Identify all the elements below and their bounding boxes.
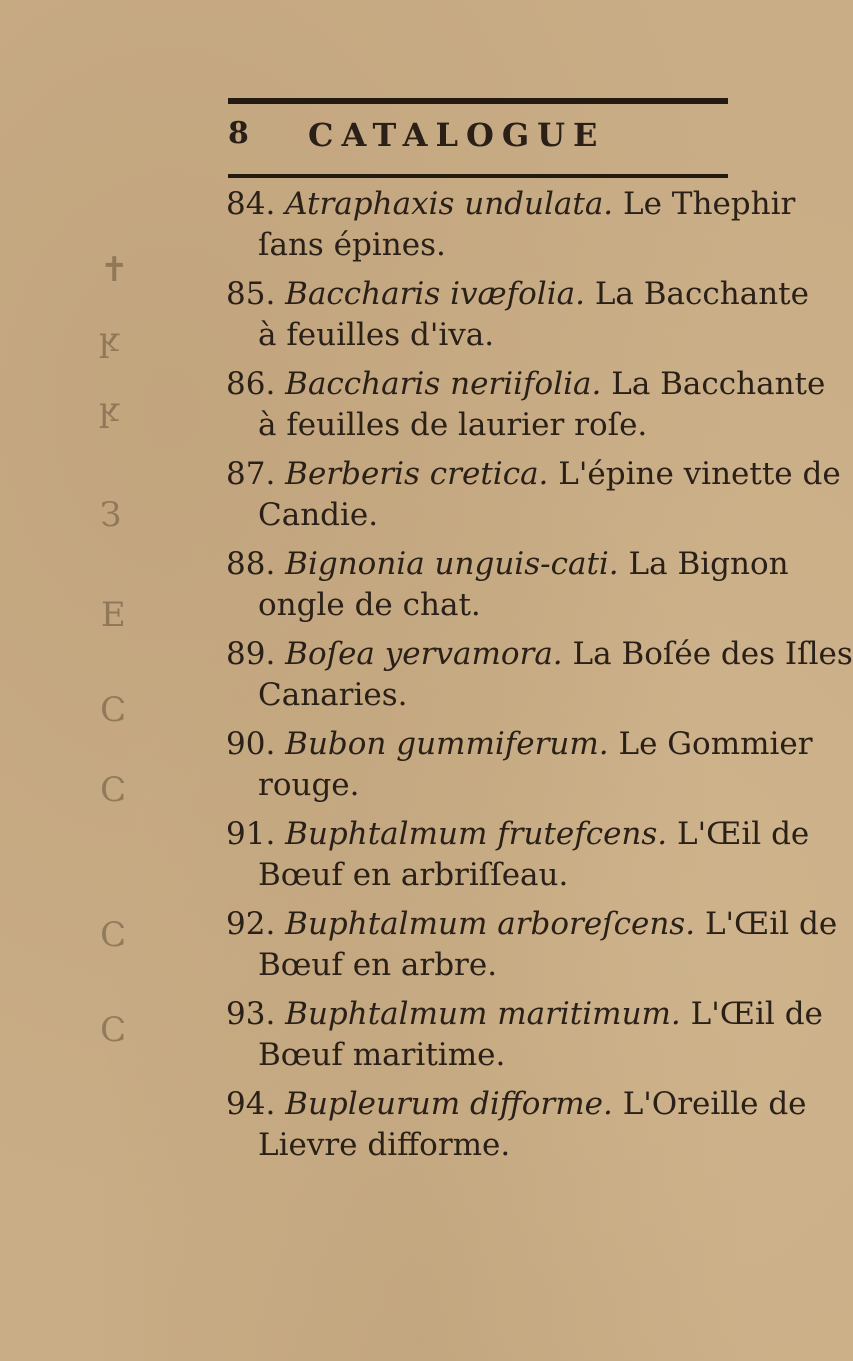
- entry-number: 92.: [226, 906, 276, 942]
- entry-number: 90.: [226, 726, 276, 762]
- entry-french-continuation: à feuilles de laurier roſe.: [258, 407, 648, 443]
- entry-latin-name: Atraphaxis undulata.: [285, 186, 614, 222]
- entry-number: 86.: [226, 366, 276, 402]
- catalogue-entry: [226, 724, 813, 806]
- catalogue-entry: [226, 364, 826, 446]
- entry-french-continuation: Bœuf en arbre.: [258, 947, 498, 983]
- entry-number: 84.: [226, 186, 276, 222]
- header-bottom-rule: [228, 174, 728, 178]
- entry-french-continuation: rouge.: [258, 767, 360, 803]
- entry-french-name: L'Œil de: [704, 906, 838, 942]
- entry-french-name: L'épine vinette de: [558, 456, 841, 492]
- entry-french-name: L'Œil de: [677, 816, 810, 852]
- entry-french-continuation: ongle de chat.: [258, 587, 481, 623]
- entry-french-name: La Bacchante: [594, 276, 809, 312]
- entry-french-continuation: Bœuf maritime.: [258, 1037, 506, 1073]
- entry-french-name: La Bignon: [628, 546, 789, 582]
- facing-page-bleed-through: ✝ ʞ ʞ Ɛ Ǝ Ɔ Ɔ Ɔ Ɔ: [100, 250, 129, 1050]
- catalogue-entry: [226, 634, 853, 716]
- entry-number: 89.: [226, 636, 276, 672]
- catalogue-entries: [226, 184, 853, 1174]
- entry-number: 94.: [226, 1086, 276, 1122]
- entry-latin-name: Bignonia unguis-cati.: [285, 546, 619, 582]
- catalogue-entry: [226, 544, 789, 626]
- entry-latin-name: Buphtalmum frutefcens.: [285, 816, 668, 852]
- entry-number: 85.: [226, 276, 276, 312]
- entry-latin-name: Baccharis neriifolia.: [285, 366, 602, 402]
- entry-latin-name: Bubon gummiferum.: [285, 726, 609, 762]
- entry-french-name: L'Oreille de: [622, 1086, 807, 1122]
- entry-french-continuation: Lievre difforme.: [258, 1127, 511, 1163]
- page-header: [228, 112, 728, 168]
- entry-french-continuation: Candie.: [258, 497, 379, 533]
- page-number: 8: [228, 116, 249, 151]
- entry-french-name: La Boſée des Iſles: [572, 636, 853, 672]
- entry-french-name: Le Gommier: [618, 726, 813, 762]
- entry-french-continuation: Canaries.: [258, 677, 408, 713]
- entry-french-name: Le Thephir: [623, 186, 796, 222]
- entry-number: 88.: [226, 546, 276, 582]
- catalogue-entry: [226, 454, 841, 536]
- entry-french-continuation: à feuilles d'iva.: [258, 317, 495, 353]
- catalogue-entry: [226, 994, 823, 1076]
- entry-latin-name: Buphtalmum arboreſcens.: [285, 906, 696, 942]
- entry-number: 87.: [226, 456, 276, 492]
- catalogue-entry: [226, 814, 810, 896]
- running-title: CATALOGUE: [308, 116, 606, 154]
- catalogue-entry: [226, 1084, 807, 1166]
- entry-number: 93.: [226, 996, 276, 1032]
- entry-french-continuation: ſans épines.: [258, 227, 446, 263]
- entry-latin-name: Buphtalmum maritimum.: [285, 996, 681, 1032]
- entry-latin-name: Boſea yervamora.: [285, 636, 563, 672]
- entry-latin-name: Berberis cretica.: [285, 456, 549, 492]
- entry-french-name: L'Œil de: [690, 996, 823, 1032]
- entry-number: 91.: [226, 816, 276, 852]
- entry-latin-name: Bupleurum difforme.: [285, 1086, 613, 1122]
- entry-french-continuation: Bœuf en arbriſſeau.: [258, 857, 569, 893]
- catalogue-entry: [226, 904, 838, 986]
- catalogue-entry: [226, 274, 809, 356]
- entry-latin-name: Baccharis ivæfolia.: [285, 276, 585, 312]
- entry-french-name: La Bacchante: [611, 366, 826, 402]
- header-top-rule: [228, 98, 728, 104]
- catalogue-entry: [226, 184, 796, 266]
